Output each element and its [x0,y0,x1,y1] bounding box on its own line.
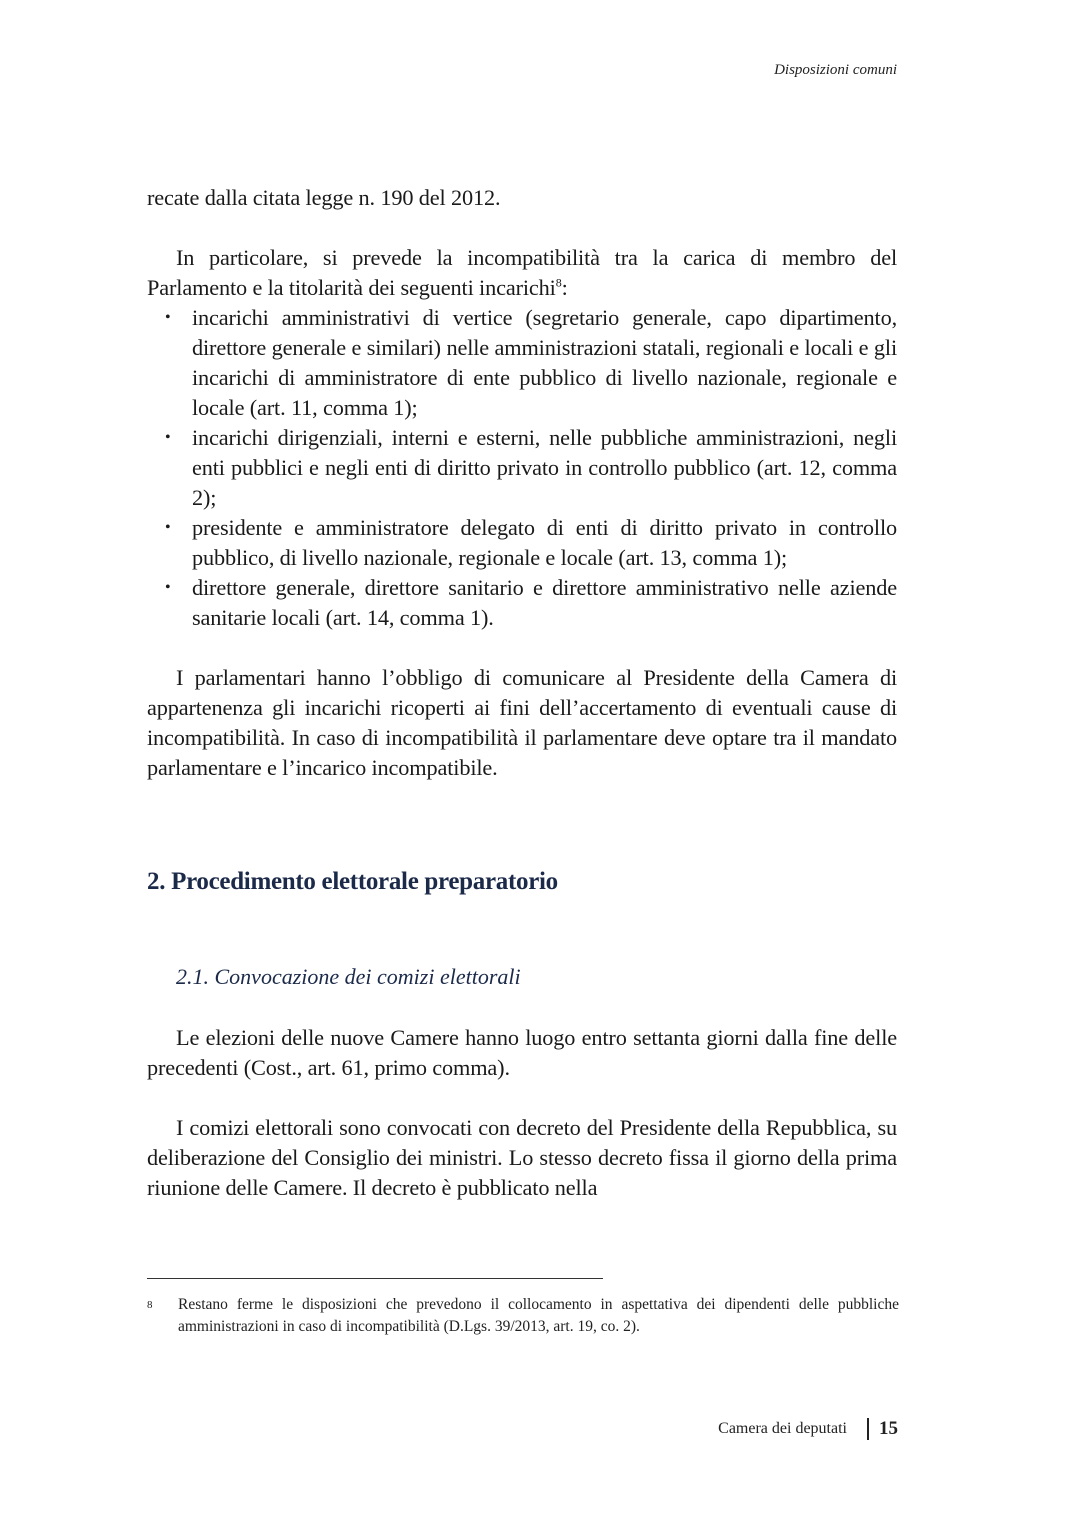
footnote-mark: 8 [147,1299,153,1311]
publisher-label: Camera dei deputati [718,1420,847,1437]
page-footer [718,1418,898,1440]
section-heading: 2. Procedimento elettorale preparatorio [147,868,558,895]
list-item: • incarichi amministrativi di vertice (segretario generale, capo dipartimento, direttore generale e similari) nelle amministrazioni statali, regionali e locali e gli incarichi di amministratore di ente pubblico di livello nazionale, regionale e locale (art. 11, comma 1); [165,305,897,420]
page-number: 15 [879,1418,898,1439]
paragraph-continuation [147,183,897,213]
paragraph: Le elezioni delle nuove Camere hanno luogo entro settanta giorni dalla fine delle precedenti (Cost., art. 61, primo comma). [147,1025,897,1080]
bullet-icon: • [165,309,171,326]
paragraph: In particolare, si prevede la incompatibilità tra la carica di membro del Parlamento e la titolarità dei seguenti incarichi$^8$: [147,245,897,300]
paragraph: I parlamentari hanno l’obbligo di comunicare al Presidente della Camera di appartenenza gli incarichi ricoperti ai fini dell’accertamento di eventuali cause di incompatibilità. In caso di incompatibilità il parlamentare deve optare tra il mandato parlamentare e l’incarico incompatibile. [147,665,897,780]
list-item: • presidente e amministratore delegato di enti di diritto privato in controllo pubblico, di livello nazionale, regionale e locale (art. 13, comma 1); [165,515,897,570]
elections-paragraph [147,1023,897,1083]
obligation-section [147,663,897,783]
footnote-reference[interactable]: 8 [555,275,562,290]
incarichi-list [147,303,897,633]
subsection-heading: 2.1. Convocazione dei comizi elettorali [176,964,521,989]
bullet-icon: • [165,579,171,596]
convocation-paragraph [147,1113,897,1203]
bullet-icon: • [165,429,171,446]
footer-divider [867,1418,869,1440]
footnote [147,1294,899,1338]
footnote-text: Restano ferme le disposizioni che prevedono il collocamento in aspettativa dei dipendenti delle pubbliche amministrazioni in caso di incompatibilità (D.Lgs. 39/2013, art. 19, co. 2). [178,1296,899,1335]
footnote-divider [147,1278,603,1279]
list-item: • incarichi dirigenziali, interni e esterni, nelle pubbliche amministrazioni, negli enti pubblici e negli enti di diritto privato in controllo pubblico (art. 12, comma 2); [165,425,897,510]
incompatibility-section [147,243,897,633]
list-item: • direttore generale, direttore sanitario e direttore amministrativo nelle aziende sanitarie locali (art. 14, comma 1). [165,575,897,630]
paragraph: I comizi elettorali sono convocati con decreto del Presidente della Repubblica, su deliberazione del Consiglio dei ministri. Lo stesso decreto fissa il giorno della prima riunione delle Camere. Il decreto è pubblicato nella [147,1115,897,1200]
bullet-icon: • [165,519,171,536]
paragraph: recate dalla citata legge n. 190 del 2012. [147,185,501,210]
running-header: Disposizioni comuni [774,62,897,78]
